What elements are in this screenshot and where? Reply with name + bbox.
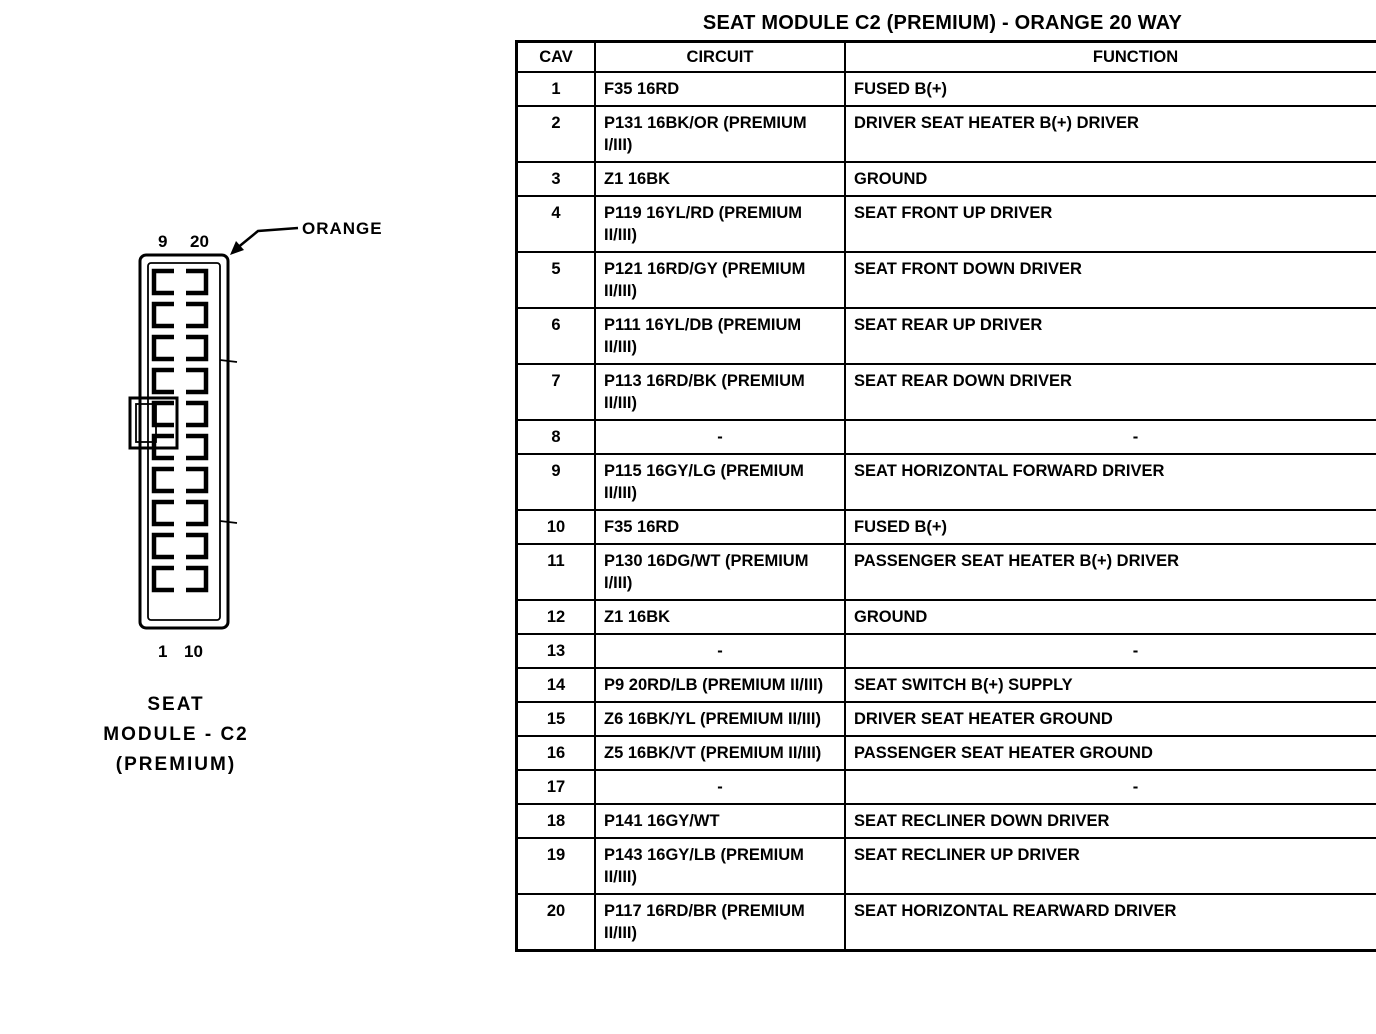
cell-function: DRIVER SEAT HEATER GROUND — [845, 702, 1376, 736]
terminal-cavity — [154, 535, 174, 557]
connector-color-label: ORANGE — [302, 219, 383, 238]
callout-leader-line — [236, 228, 298, 249]
cell-circuit: P131 16BK/OR (PREMIUM I/III) — [595, 106, 845, 162]
cell-circuit: Z1 16BK — [595, 600, 845, 634]
table-row — [517, 600, 1376, 634]
table-row — [517, 162, 1376, 196]
cell-cav: 20 — [517, 894, 596, 951]
cell-circuit: F35 16RD — [595, 72, 845, 106]
cell-cav: 5 — [517, 252, 596, 308]
cell-function: FUSED B(+) — [845, 510, 1376, 544]
cell-function: SEAT REAR DOWN DRIVER — [845, 364, 1376, 420]
cell-function: SEAT FRONT UP DRIVER — [845, 196, 1376, 252]
cell-circuit: Z6 16BK/YL (PREMIUM II/III) — [595, 702, 845, 736]
pinout-table — [515, 40, 1376, 952]
cell-circuit: P117 16RD/BR (PREMIUM II/III) — [595, 894, 845, 951]
cell-function: - — [845, 634, 1376, 668]
terminal-cavity — [154, 304, 174, 326]
terminal-cavity — [186, 271, 206, 293]
cell-circuit: P115 16GY/LG (PREMIUM II/III) — [595, 454, 845, 510]
terminal-cavity — [186, 568, 206, 590]
cell-cav: 8 — [517, 420, 596, 454]
keying-tick-lower — [220, 521, 237, 523]
cell-circuit: P121 16RD/GY (PREMIUM II/III) — [595, 252, 845, 308]
cell-function: SEAT HORIZONTAL REARWARD DRIVER — [845, 894, 1376, 951]
cell-function: DRIVER SEAT HEATER B(+) DRIVER — [845, 106, 1376, 162]
terminal-cavity — [154, 502, 174, 524]
table-row — [517, 454, 1376, 510]
table-row — [517, 72, 1376, 106]
terminal-cavity — [186, 436, 206, 458]
cell-circuit: P111 16YL/DB (PREMIUM II/III) — [595, 308, 845, 364]
terminal-cavity — [186, 337, 206, 359]
pin-label-top-left: 9 — [158, 232, 168, 251]
cell-circuit: P130 16DG/WT (PREMIUM I/III) — [595, 544, 845, 600]
keying-tick-upper — [220, 360, 237, 362]
table-row — [517, 702, 1376, 736]
connector-caption-line1: SEAT — [147, 694, 205, 715]
terminal-cavity — [186, 403, 206, 425]
cell-function: - — [845, 420, 1376, 454]
cell-cav: 16 — [517, 736, 596, 770]
cell-cav: 4 — [517, 196, 596, 252]
pin-label-top-right: 20 — [190, 232, 209, 251]
cell-function: SEAT RECLINER UP DRIVER — [845, 838, 1376, 894]
cell-circuit: Z5 16BK/VT (PREMIUM II/III) — [595, 736, 845, 770]
cell-circuit: P143 16GY/LB (PREMIUM II/III) — [595, 838, 845, 894]
connector-caption-line2: MODULE - C2 — [103, 724, 249, 745]
cell-function: SEAT RECLINER DOWN DRIVER — [845, 804, 1376, 838]
table-row — [517, 308, 1376, 364]
table-row — [517, 420, 1376, 454]
cell-circuit: - — [595, 634, 845, 668]
cell-cav: 6 — [517, 308, 596, 364]
terminal-cavity — [154, 370, 174, 392]
cell-function: - — [845, 770, 1376, 804]
terminal-cavity — [154, 337, 174, 359]
table-row — [517, 634, 1376, 668]
table-row — [517, 364, 1376, 420]
cell-cav: 1 — [517, 72, 596, 106]
terminal-cavity — [186, 502, 206, 524]
cell-function: SEAT HORIZONTAL FORWARD DRIVER — [845, 454, 1376, 510]
table-row — [517, 510, 1376, 544]
header-cav: CAV — [517, 42, 596, 73]
pinout-table-body — [517, 72, 1376, 951]
table-row — [517, 770, 1376, 804]
cell-circuit: P119 16YL/RD (PREMIUM II/III) — [595, 196, 845, 252]
connector-caption-line3: (PREMIUM) — [115, 754, 237, 775]
terminal-cavity — [154, 469, 174, 491]
header-circuit: CIRCUIT — [595, 42, 845, 73]
cell-cav: 10 — [517, 510, 596, 544]
table-row — [517, 894, 1376, 951]
pin-label-bottom-left: 1 — [158, 642, 168, 661]
terminal-cavity — [186, 304, 206, 326]
table-row — [517, 804, 1376, 838]
cell-circuit: P9 20RD/LB (PREMIUM II/III) — [595, 668, 845, 702]
cell-cav: 3 — [517, 162, 596, 196]
cell-function: SEAT SWITCH B(+) SUPPLY — [845, 668, 1376, 702]
connector-diagram — [90, 205, 390, 805]
cell-cav: 12 — [517, 600, 596, 634]
cell-cav: 13 — [517, 634, 596, 668]
cell-cav: 11 — [517, 544, 596, 600]
pin-label-bottom-right: 10 — [184, 642, 203, 661]
table-header-row — [517, 42, 1376, 73]
cell-function: SEAT REAR UP DRIVER — [845, 308, 1376, 364]
table-row — [517, 196, 1376, 252]
terminal-cavity — [154, 568, 174, 590]
table-row — [517, 544, 1376, 600]
table-row — [517, 668, 1376, 702]
cell-circuit: F35 16RD — [595, 510, 845, 544]
terminal-cavity — [186, 370, 206, 392]
terminal-cavity — [154, 271, 174, 293]
cell-cav: 14 — [517, 668, 596, 702]
cell-function: PASSENGER SEAT HEATER B(+) DRIVER — [845, 544, 1376, 600]
cell-function: PASSENGER SEAT HEATER GROUND — [845, 736, 1376, 770]
terminal-cavity — [186, 469, 206, 491]
cell-cav: 9 — [517, 454, 596, 510]
cell-cav: 19 — [517, 838, 596, 894]
cell-function: GROUND — [845, 600, 1376, 634]
cell-cav: 18 — [517, 804, 596, 838]
cell-function: FUSED B(+) — [845, 72, 1376, 106]
table-row — [517, 106, 1376, 162]
cell-cav: 17 — [517, 770, 596, 804]
terminal-cavity — [154, 403, 174, 425]
table-row — [517, 736, 1376, 770]
connector-terminals — [154, 271, 206, 590]
cell-circuit: P141 16GY/WT — [595, 804, 845, 838]
cell-circuit: P113 16RD/BK (PREMIUM II/III) — [595, 364, 845, 420]
cell-function: SEAT FRONT DOWN DRIVER — [845, 252, 1376, 308]
page-title: SEAT MODULE C2 (PREMIUM) - ORANGE 20 WAY — [702, 12, 1183, 34]
cell-cav: 15 — [517, 702, 596, 736]
table-row — [517, 838, 1376, 894]
cell-cav: 7 — [517, 364, 596, 420]
cell-function: GROUND — [845, 162, 1376, 196]
cell-cav: 2 — [517, 106, 596, 162]
header-function: FUNCTION — [845, 42, 1376, 73]
terminal-cavity — [186, 535, 206, 557]
cell-circuit: - — [595, 420, 845, 454]
cell-circuit: Z1 16BK — [595, 162, 845, 196]
table-row — [517, 252, 1376, 308]
cell-circuit: - — [595, 770, 845, 804]
